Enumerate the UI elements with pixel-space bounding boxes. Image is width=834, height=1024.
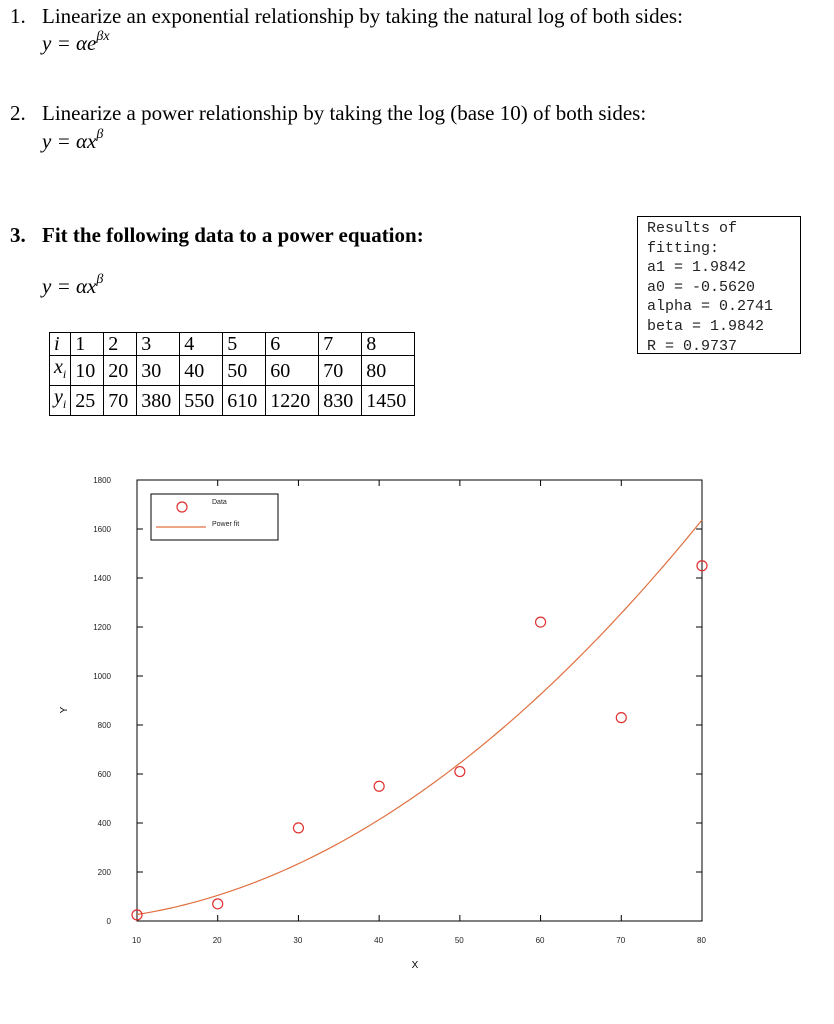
table-cell: 60 <box>266 356 319 386</box>
question-2-equation <box>42 127 103 154</box>
data-point <box>616 713 626 723</box>
table-cell: 80 <box>362 356 415 386</box>
results-line: alpha = 0.2741 <box>647 298 774 316</box>
results-box <box>637 216 801 354</box>
table-cell: 50 <box>223 356 266 386</box>
question-2-number: 2. <box>10 101 26 125</box>
results-line: R = 0.9737 <box>647 337 738 355</box>
plot-frame <box>137 480 702 921</box>
y-tick-label: 1800 <box>93 476 111 485</box>
data-table <box>49 332 415 416</box>
table-cell: 3 <box>137 333 180 356</box>
row-label-subscript: i <box>62 397 67 411</box>
row-label-text: y <box>54 386 63 408</box>
data-point <box>536 617 546 627</box>
y-tick-label: 1400 <box>93 574 111 583</box>
power-fit-chart <box>0 450 834 990</box>
table-cell: 1450 <box>362 386 415 416</box>
data-point <box>213 899 223 909</box>
row-label-y <box>50 386 71 416</box>
table-cell: 4 <box>180 333 223 356</box>
chart-legend <box>151 494 278 540</box>
equation-exponent: β <box>96 272 104 287</box>
row-label-text: x <box>54 356 63 378</box>
table-cell: 30 <box>137 356 180 386</box>
table-cell: 40 <box>180 356 223 386</box>
equation-base: y = αx <box>42 129 97 153</box>
y-tick-label: 400 <box>97 819 111 828</box>
x-axis-label: X <box>411 960 419 971</box>
equation-exponent: β <box>96 127 104 142</box>
question-3-text: Fit the following data to a power equation: <box>42 223 424 247</box>
row-label-subscript: i <box>62 367 67 381</box>
row-label-x <box>50 356 71 386</box>
data-point <box>374 781 384 791</box>
table-cell: 20 <box>104 356 137 386</box>
table-cell: 380 <box>137 386 180 416</box>
equation-base: y = αe <box>42 31 97 55</box>
question-1-number: 1. <box>10 4 26 28</box>
table-cell: 2 <box>104 333 137 356</box>
data-point <box>455 767 465 777</box>
table-cell: 1 <box>71 333 104 356</box>
results-line: fitting: <box>647 239 720 257</box>
table-cell: 5 <box>223 333 266 356</box>
x-tick-label: 10 <box>132 936 141 945</box>
x-tick-label: 80 <box>697 936 706 945</box>
question-2-text: Linearize a power relationship by taking the log (base 10) of both sides: <box>42 101 647 125</box>
legend-label-fit: Power fit <box>212 521 240 528</box>
table-cell: 70 <box>104 386 137 416</box>
y-tick-label: 600 <box>97 770 111 779</box>
table-cell: 6 <box>266 333 319 356</box>
equation-exponent: βx <box>96 29 110 44</box>
x-tick-label: 30 <box>293 936 303 945</box>
table-row-x <box>50 356 415 386</box>
table-cell: 10 <box>71 356 104 386</box>
table-cell: 25 <box>71 386 104 416</box>
table-row-y <box>50 386 415 416</box>
table-cell: 70 <box>319 356 362 386</box>
chart-ticks <box>93 476 706 945</box>
table-cell: 8 <box>362 333 415 356</box>
x-tick-label: 60 <box>535 936 545 945</box>
equation-base: y = αx <box>42 274 97 298</box>
table-cell: 830 <box>319 386 362 416</box>
question-1-text: Linearize an exponential relationship by taking the natural log of both sides: <box>42 4 683 28</box>
x-tick-label: 50 <box>454 936 464 945</box>
results-line: Results of <box>647 220 738 237</box>
table-cell: 610 <box>223 386 266 416</box>
y-tick-label: 200 <box>97 868 111 877</box>
legend-label-data: Data <box>212 499 227 506</box>
row-label-i: i <box>50 333 71 356</box>
fit-line-group <box>137 520 702 915</box>
question-1-equation <box>42 29 110 56</box>
fit-line <box>137 520 702 915</box>
table-cell: 7 <box>319 333 362 356</box>
table-cell: 1220 <box>266 386 319 416</box>
y-axis-label: Y <box>59 706 70 714</box>
results-line: a0 = -0.5620 <box>647 278 756 296</box>
y-tick-label: 800 <box>97 721 111 730</box>
data-point <box>293 823 303 833</box>
results-line: beta = 1.9842 <box>647 317 765 335</box>
y-tick-label: 0 <box>106 917 111 926</box>
table-cell: 550 <box>180 386 223 416</box>
table-row-i <box>50 333 415 356</box>
y-tick-label: 1000 <box>93 672 111 681</box>
y-tick-label: 1600 <box>93 525 111 534</box>
x-tick-label: 70 <box>616 936 626 945</box>
question-3-number: 3. <box>10 223 26 247</box>
x-tick-label: 20 <box>212 936 222 945</box>
results-line: a1 = 1.9842 <box>647 259 747 277</box>
chart-axes <box>137 480 702 921</box>
x-tick-label: 40 <box>374 936 384 945</box>
y-tick-label: 1200 <box>93 623 111 632</box>
question-3-equation <box>42 272 103 299</box>
